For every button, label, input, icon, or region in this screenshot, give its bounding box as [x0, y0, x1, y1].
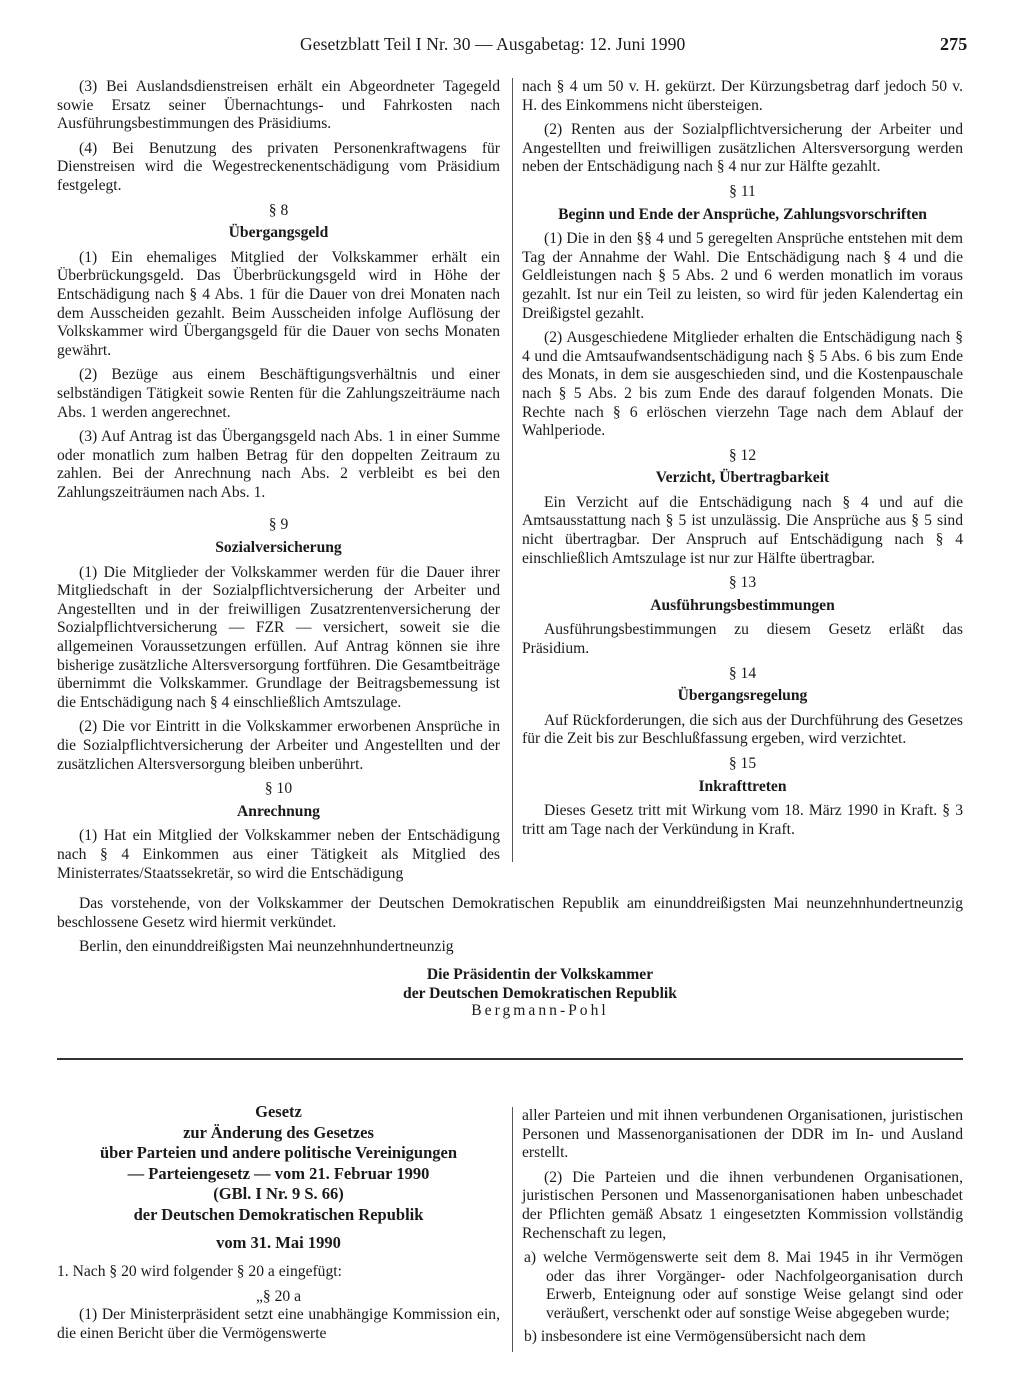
- paragraph: (2) Ausgeschiedene Mitglieder erhalten die Entschädigung nach § 4 und die Amtsaufwandsentschädigung nach § 5 Abs. 6 bis zum Ende des Monats, in dem sie ausgeschieden sind, und die Kostenpauschale nach § 5 Abs. 2 bis zum Ende des darauf folgenden Monats. Die Rechte nach § 6 erlöschen vierzehn Tage nach dem Ablauf der Wahlperiode.: [522, 329, 963, 440]
- paragraph: (2) Bezüge aus einem Beschäftigungsverhältnis und einer selbständigen Tätigkeit sowie Renten für die Zahlungszeiträume nach Abs. 1 werden angerechnet.: [57, 366, 500, 421]
- place-date: Berlin, den einunddreißigsten Mai neunzehnhundertneunzig: [79, 938, 454, 955]
- page-header: [300, 34, 970, 55]
- paragraph: Auf Rückforderungen, die sich aus der Durchführung des Gesetzes für die Zeit bis zur Beschlußfassung ergeben, wird verzichtet.: [522, 711, 963, 748]
- law-title-line: Gesetz: [255, 1102, 302, 1121]
- law-title-line: über Parteien und andere politische Vereinigungen: [99, 1143, 458, 1162]
- promulgation: [57, 894, 963, 961]
- law-title: [57, 1102, 500, 1225]
- paragraph: (1) Der Ministerpräsident setzt eine unabhängige Kommission ein, die einen Bericht über die Vermögenswerte: [57, 1306, 500, 1342]
- section-title: Sozialversicherung: [215, 539, 342, 557]
- paragraph: (4) Bei Benutzung des privaten Personenkraftwagens für Dienstreisen wird die Wegestreckenentschädigung vom Präsidium festgelegt.: [57, 139, 500, 194]
- section-number: § 10: [264, 780, 293, 798]
- amendment-item: 1. Nach § 20 wird folgender § 20 a eingefügt:: [57, 1263, 342, 1280]
- paragraph: (1) Hat ein Mitglied der Volkskammer neben der Entschädigung nach § 4 Einkommen aus einer Tätigkeit als Mitglied des Ministerrates/Staatssekretär, so wird die Entschädigung: [57, 827, 500, 882]
- paragraph: (3) Auf Antrag ist das Übergangsgeld nach Abs. 1 in einer Summe oder monatlich zum halben Betrag für den doppelten Zeitraum zu zahlen. Bei der Anrechnung nach Abs. 2 verbleibt es bei den Zahlungszeiträumen nach Abs. 1.: [57, 428, 500, 501]
- section-title: Übergangsregelung: [677, 687, 808, 705]
- signatory-name: Bergmann-Pohl: [471, 1002, 609, 1019]
- paragraph: Dieses Gesetz tritt mit Wirkung vom 18. März 1990 in Kraft. § 3 tritt am Tage nach der Verkündung in Kraft.: [522, 802, 963, 838]
- section-number: § 13: [728, 574, 757, 592]
- paragraph: (2) Die Parteien und die ihnen verbundenen Organisationen, juristischen Personen und Massenorganisationen haben unbeschadet der Pflichten gemäß Absatz 1 eingesetzten Kommission vollständig Rechenschaft zu legen,: [522, 1168, 963, 1242]
- list-item: a) welche Vermögenswerte seit dem 8. Mai 1945 in ihr Vermögen oder das ihrer Vorgänger- oder Nachfolgeorganisation durch Erwerb, Enteignung oder auf sonstige Weise gelangt sind oder veräußert, verschenkt oder auf sonstige Weise abgegeben wurde;: [524, 1249, 963, 1322]
- section-number: § 8: [268, 201, 289, 219]
- paragraph: (1) Die in den §§ 4 und 5 geregelten Ansprüche entstehen mit dem Tag der Annahme der Wahl. Die Entschädigung nach § 4 und die Geldleistungen nach § 5 Abs. 2 und 6 werden monatlich im voraus gezahlt. Ist nur ein Teil zu leisten, so wird für jeden Kalendertag ein Dreißigstel gezahlt.: [522, 230, 963, 322]
- law-date: vom 31. Mai 1990: [216, 1233, 341, 1252]
- section-title: Ausführungsbestimmungen: [650, 596, 835, 614]
- section-number: § 12: [728, 446, 757, 464]
- column-divider: [512, 1107, 513, 1352]
- law-title-line: — Parteiengesetz — vom 21. Februar 1990: [127, 1163, 430, 1183]
- paragraph: Ein Verzicht auf die Entschädigung nach § 4 und auf die Amtsausstattung nach § 5 ist unzulässig. Die Ansprüche aus § 5 sind nicht übertragbar. Der Anspruch auf Entschädigung nach § 4 einschließlich Amtszulage ist nur zur Hälfte übertragbar.: [522, 493, 963, 567]
- paragraph: (1) Ein ehemaliges Mitglied der Volkskammer erhält ein Überbrückungsgeld. Das Überbrückungsgeld wird in Höhe der Entschädigung nach § 4 Abs. 1 für die Dauer von drei Monaten nach dem Ausscheiden gezahlt. Beim Ausscheiden infolge Auflösung der Volkskammer wird Übergangsgeld für die Dauer von sechs Monaten gewährt.: [57, 248, 500, 359]
- section-number: § 14: [728, 664, 757, 682]
- paragraph: nach § 4 um 50 v. H. gekürzt. Der Kürzungsbetrag darf jedoch 50 v. H. des Einkommens nicht übersteigen.: [522, 78, 963, 114]
- promulgation-text: Das vorstehende, von der Volkskammer der Deutschen Demokratischen Republik am einunddreißigsten Mai neunzehnhundertneunzig beschlossene Gesetz wird hiermit verkündet.: [57, 895, 963, 931]
- header-title: Gesetzblatt Teil I Nr. 30 — Ausgabetag: 12. Juni 1990: [300, 34, 686, 54]
- paragraph: (3) Bei Auslandsdienstreisen erhält ein Abgeordneter Tagegeld sowie Ersatz seiner Übernachtungs- und Fahrkosten nach Ausführungsbestimmungen des Präsidiums.: [57, 78, 500, 133]
- paragraph: (2) Renten aus der Sozialpflichtversicherung der Arbeiter und Angestellten und freiwilligen zusätzlichen Altersversorgung werden neben der Entschädigung nach § 4 nur zur Hälfte gezahlt.: [522, 121, 963, 176]
- page-number: 275: [940, 34, 968, 54]
- paragraph: Ausführungsbestimmungen zu diesem Gesetz erläßt das Präsidium.: [522, 621, 963, 658]
- paragraph: (1) Die Mitglieder der Volkskammer werden für die Dauer ihrer Mitgliedschaft in der Sozialpflichtversicherung der Arbeiter und Angestellten und in der freiwilligen Zusatzrentenversicherung der Sozialpflichtversicherung — FZR — versichert, soweit sie die allgemeinen Voraussetzungen erfüllen. Auf Antrag können sie ihre bisherige zusätzliche Altersversorgung fortführen. Die Gesamtbeiträge übernimmt die Volkskammer. Grundlage der Beitragsbemessung ist die Entschädigung nach § 4 einschließlich Amtszulage.: [57, 563, 500, 711]
- section-title: Beginn und Ende der Ansprüche, Zahlungsvorschriften: [558, 205, 927, 223]
- signature-line-2: der Deutschen Demokratischen Republik: [403, 984, 677, 1002]
- column-divider: [512, 78, 513, 862]
- section-title: Verzicht, Übertragbarkeit: [655, 469, 830, 487]
- right-column: [522, 78, 963, 845]
- law2-left-column: [57, 1263, 500, 1349]
- paragraph: aller Parteien und mit ihnen verbundenen Organisationen, juristischen Personen und Massenorganisationen der DDR im In- und Ausland erstellt.: [522, 1107, 963, 1162]
- section-number: § 15: [728, 755, 757, 772]
- list-item: b) insbesondere ist eine Vermögensübersicht nach dem: [524, 1327, 866, 1345]
- section-number: „§ 20 a: [255, 1287, 302, 1305]
- law-title-line: (GBl. I Nr. 9 S. 66): [213, 1184, 344, 1203]
- section-title: Anrechnung: [237, 802, 320, 820]
- paragraph: (2) Die vor Eintritt in die Volkskammer erworbenen Ansprüche in die Sozialpflichtversicherung der Arbeiter und Angestellten und der zusätzlichen Altersversorgung bleiben unberührt.: [57, 718, 500, 773]
- signature-line-1: Die Präsidentin der Volkskammer: [426, 966, 654, 983]
- section-number: § 9: [268, 516, 289, 534]
- signature-block: [340, 966, 740, 1003]
- section-title: Übergangsgeld: [228, 224, 329, 242]
- law2-right-column: [522, 1107, 963, 1350]
- section-title: Inkrafttreten: [698, 777, 787, 795]
- law-title-line: der Deutschen Demokratischen Republik: [133, 1204, 424, 1224]
- left-column: [57, 78, 500, 889]
- law-title-line: zur Änderung des Gesetzes: [183, 1122, 374, 1142]
- section-number: § 11: [729, 182, 756, 200]
- section-rule: [57, 1058, 963, 1060]
